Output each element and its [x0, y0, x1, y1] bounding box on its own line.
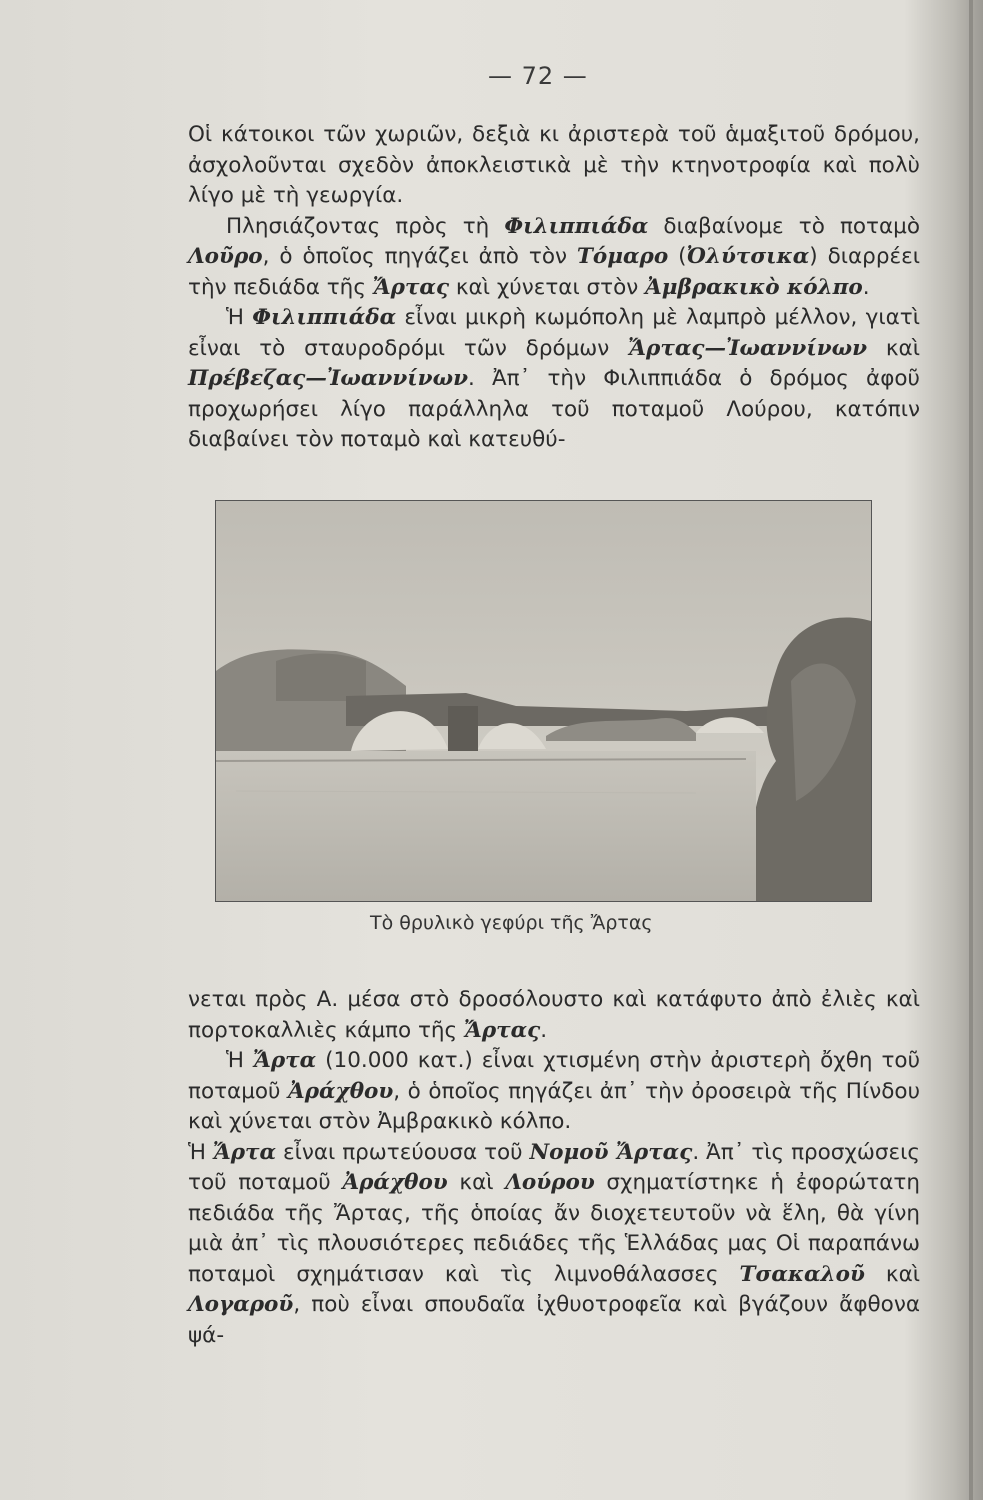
place-name: Νομοῦ Ἄρτας: [529, 1139, 693, 1165]
body-text-bottom: [188, 985, 920, 1351]
place-name: Τσακαλοῦ: [739, 1261, 865, 1287]
text-run: εἶναι μικρὴ κωμόπολη μὲ λαμπρὸ μέλλον, γιατὶ εἶναι τὸ σταυροδρόμι τῶν δρόμων: [188, 305, 920, 361]
text-run: , ὁ ὁποῖος πηγάζει ἀπ᾽ τὴν ὀροσειρὰ τῆς Πίνδου καὶ χύνεται στὸν Ἀμβρακικὸ κόλπο.: [188, 1078, 921, 1134]
place-name: Ἀράχθου: [288, 1078, 394, 1104]
text-run: (: [668, 244, 687, 269]
text-run: σχηματίστηκε ἡ ἐφορώτατη πεδιάδα τῆς Ἄρτας, τῆς ὁποίας ἄν διοχετευτοῦν νὰ ἕλη, θὰ γίνη μιὰ ἀπ᾽ τὶς πλουσιότερες πεδιάδες τῆς Ἑλλάδας μας Οἱ παραπάνω ποταμοὶ σχημάτισαν καὶ τὶς λιμνοθάλασσες: [188, 1170, 920, 1287]
figure-caption: Τὸ θρυλικὸ γεφύρι τῆς Ἄρτας: [370, 912, 653, 934]
text-run: εἶναι πρωτεύουσα τοῦ: [276, 1139, 530, 1165]
text-run: , ποὺ εἶναι σπουδαῖα ἰχθυοτροφεῖα καὶ βγάζουν ἄφθονα ψά-: [188, 1292, 920, 1348]
text-run: Οἱ κάτοικοι τῶν χωριῶν, δεξιὰ κι ἀριστερὰ τοῦ ἁμαξιτοῦ δρόμου, ἀσχολοῦνται σχεδὸν ἀποκλειστικὰ μὲ τὴν κτηνοτροφία καὶ πολὺ λίγο μὲ τὴ γεωργία.: [188, 122, 920, 208]
text-run: καὶ χύνεται στὸν: [449, 274, 646, 300]
text-run: καὶ: [447, 1170, 506, 1195]
text-run: (10.000 κατ.) εἶναι χτισμένη στὴν ἀριστερὴ ὄχθη τοῦ ποταμοῦ: [188, 1048, 921, 1104]
paragraph: [188, 985, 920, 1046]
text-run: Ἡ: [188, 1139, 213, 1165]
paragraph: [188, 212, 920, 304]
place-name: Ἄρτας: [372, 274, 450, 300]
text-run: νεται πρὸς Α. μέσα στὸ δροσόλουστο καὶ κατάφυτο ἀπὸ ἐλιὲς καὶ πορτοκαλλιὲς κάμπο τῆς: [188, 987, 920, 1043]
place-name: Τόμαρο: [576, 244, 669, 269]
place-name: Ἀμβρακικὸ κόλπο: [645, 274, 863, 300]
text-run: καὶ: [867, 335, 921, 361]
text-run: ) διαρρέει τὴν πεδιάδα τῆς: [188, 244, 920, 300]
arta-bridge-image: [216, 501, 871, 901]
place-name: Ἀράχθου: [342, 1170, 448, 1195]
place-name: Λοῦρο: [188, 244, 263, 269]
paragraph: [188, 1138, 920, 1352]
text-run: , ὁ ὁποῖος πηγάζει ἀπὸ τὸν: [262, 244, 577, 269]
place-name: Ἄρτα: [212, 1139, 277, 1165]
paragraph: [188, 1046, 920, 1138]
place-name: Ὀλύτσικα: [686, 244, 810, 269]
text-run: Πλησιάζοντας πρὸς τὴ: [226, 213, 505, 239]
place-name: Λούρου: [505, 1170, 595, 1195]
text-run: . Ἀπ᾽ τὴν Φιλιππιάδα ὁ δρόμος ἀφοῦ προχωρήσει λίγο παράλληλα τοῦ ποταμοῦ Λούρου, κατόπιν διαβαίνει τὸν ποταμὸ καὶ κατευθύ-: [188, 366, 920, 452]
text-run: .: [862, 274, 870, 300]
paragraph: [188, 303, 920, 456]
text-run: .: [540, 1017, 548, 1043]
body-text-top: [188, 120, 920, 456]
page-number: — 72 —: [488, 62, 588, 90]
place-name: Πρέβεζας—Ἰωαννίνων: [188, 366, 468, 391]
text-run: διαβαίνομε τὸ ποταμὸ: [648, 213, 920, 239]
place-name: Φιλιππιάδα: [252, 305, 397, 330]
place-name: Ἄρτας: [463, 1017, 541, 1043]
page-edge-shadow: [969, 0, 973, 1500]
place-name: Ἄρτα: [252, 1048, 317, 1073]
place-name: Φιλιππιάδα: [504, 213, 649, 239]
text-run: Ἡ: [226, 1048, 253, 1073]
paragraph: [188, 120, 920, 212]
bridge-photograph: [215, 500, 872, 902]
place-name: Λογαροῦ: [188, 1292, 294, 1317]
text-run: Ἡ: [226, 305, 253, 330]
place-name: Ἄρτας—Ἰωαννίνων: [628, 335, 868, 361]
text-run: καὶ: [864, 1261, 921, 1287]
text-run: . Ἀπ᾽ τὶς προσχώσεις τοῦ ποταμοῦ: [188, 1139, 921, 1195]
